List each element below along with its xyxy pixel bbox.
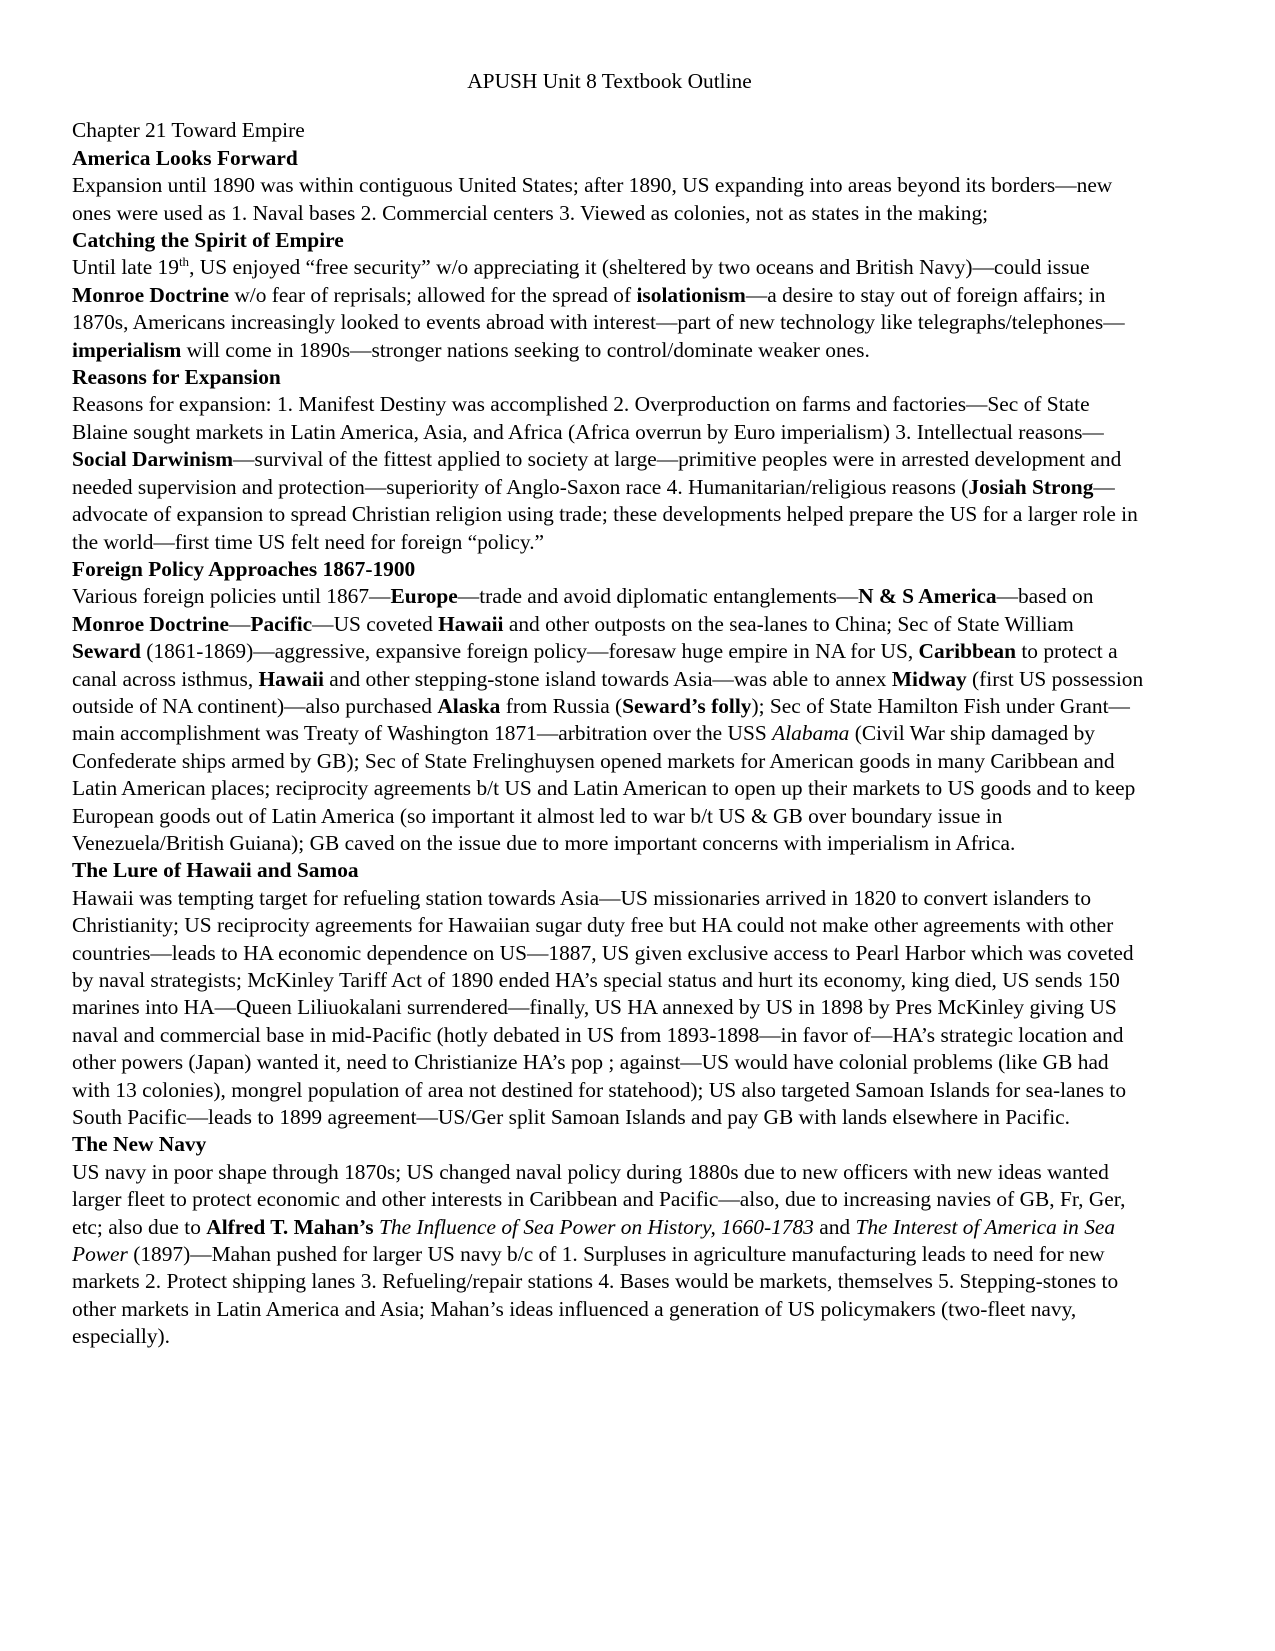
italic-title: The Influence of Sea Power on History, 1660-1783 [378,1214,814,1239]
text-run: Expansion until 1890 was within contiguous United States; after 1890, US expanding into areas beyond its borders—new ones were used as 1. Naval bases 2. Commercial centers 3. Viewed as colonies, not as states in the making; [72,173,1113,225]
bold-term: Social Darwinism [72,447,234,472]
text-run: Hawaii was tempting target for refueling station towards Asia—US missionaries arrived in 1820 to convert islanders to Christianity; US reciprocity agreements for Hawaiian sugar duty free but HA could not make other agreements with other countries—leads to HA economic dependence on US—1887, US given exclusive access to Pearl Harbor which was coveted by naval strategists; McKinley Tariff Act of 1890 ended HA’s special status and hurt its economy, king died, US sends 150 marines into HA—Queen Liliuokalani surrendered—finally, US HA annexed by US in 1898 by Pres McKinley giving US naval and commercial base in mid-Pacific (hotly debated in US from 1893-1898—in favor of—HA’s strategic location and other powers (Japan) wanted it, need to Christianize HA’s pop ; against—US would have colonial problems (like GB had with 13 colonies), mongrel population of area not destined for statehood); US also targeted Samoan Islands for sea-lanes to South Pacific—leads to 1899 agreement—US/Ger split Samoan Islands and pay GB with lands elsewhere in Pacific. [72,885,1134,1130]
text-run: Various foreign policies until 1867— [72,584,391,609]
text-run: (Civil War ship damaged by Confederate ships armed by GB); Sec of State Frelinghuysen opened markets for American goods in many Caribbean and Latin American places; reciprocity agreements b/t US and Latin American to open up their markets to US goods and to keep European goods out of Latin America (so important it almost led to war b/t US & GB over boundary issue in Venezuela/British Guiana); GB caved on the issue due to more important concerns with imperialism in Africa. [72,721,1136,855]
section-heading: The Lure of Hawaii and Samoa [72,858,359,883]
text-run: and other stepping-stone island towards Asia—was able to annex [323,666,892,691]
text-run: will come in 1890s—stronger nations seeking to control/dominate weaker ones. [181,337,870,362]
bold-term: Seward’s folly [622,693,752,718]
superscript: th [178,254,190,270]
text-run: —trade and avoid diplomatic entanglements— [457,584,859,609]
bold-term: Hawaii [258,666,324,691]
section-paragraph [72,583,1147,857]
italic-title: The Interest of America in Sea Power [72,1214,1116,1267]
bold-term: Europe [390,584,458,609]
bold-term: Seward [72,639,141,664]
section-paragraph [72,391,1147,555]
document-page [72,68,1147,1351]
italic-title: Alabama [772,721,850,746]
bold-term: Caribbean [918,639,1016,664]
text-run: —a desire to stay out of foreign affairs; in 1870s, Americans increasingly looked to events abroad with interest—part of new technology like telegraphs/telephones— [72,282,1125,335]
section-paragraph [72,885,1147,1132]
section-heading: Foreign Policy Approaches 1867-1900 [72,556,416,581]
section-heading: Reasons for Expansion [72,365,281,390]
text-run: (first US possession outside of NA continent)—also purchased [72,666,1144,718]
text-run: Reasons for expansion: 1. Manifest Destiny was accomplished 2. Overproduction on farms and factories—Sec of State Blaine sought markets in Latin America, Asia, and Africa (Africa overrun by Euro imperialism) 3. Intellectual reasons— [72,392,1104,444]
bold-term: Monroe Doctrine [72,282,230,307]
bold-term: Midway [891,666,967,691]
text-run: and [813,1214,856,1239]
text-run: from Russia ( [500,693,623,718]
text-run: Until late 19 [72,255,179,280]
bold-term: isolationism [636,282,746,307]
text-run: (1861-1869)—aggressive, expansive foreign policy—foresaw huge empire in NA for US, [140,639,919,664]
text-run: —survival of the fittest applied to society at large—primitive peoples were in arrested development and needed supervision and protection—superiority of Anglo-Saxon race 4. Humanitarian/religious reasons ( [72,447,1122,499]
text-run: —based on [996,584,1094,609]
sections-container [72,145,1147,1351]
text-run: US navy in poor shape through 1870s; US changed naval policy during 1880s due to new officers with new ideas wanted larger fleet to protect economic and other interests in Caribbean and Pacific—also, due to increasing navies of GB, Fr, Ger, etc; also due to [72,1159,1126,1239]
bold-term: Pacific [250,611,313,636]
text-run: and other outposts on the sea-lanes to China; Sec of State William [503,611,1074,636]
chapter-title: Chapter 21 Toward Empire [72,118,305,143]
text-run: w/o fear of reprisals; allowed for the spread of [229,282,637,307]
section-paragraph [72,1159,1147,1351]
bold-term: Alaska [437,693,501,718]
section-heading: Catching the Spirit of Empire [72,228,344,253]
section-paragraph [72,254,1147,364]
text-run: ); Sec of State Hamilton Fish under Grant—main accomplishment was Treaty of Washington 1871—arbitration over the USS [72,693,1130,746]
bold-term: Alfred T. Mahan’s [206,1214,374,1239]
section-paragraph [72,172,1147,227]
text-run: , US enjoyed “free security” w/o appreciating it (sheltered by two oceans and British Navy)—could issue [189,255,1090,280]
bold-term: Hawaii [438,611,504,636]
text-run: —advocate of expansion to spread Christian religion using trade; these developments helped prepare the US for a larger role in the world—first time US felt need for foreign “policy.” [72,474,1138,554]
text-run: — [229,611,251,636]
bold-term: Josiah Strong [968,474,1094,499]
text-run: (1897)—Mahan pushed for larger US navy b/c of 1. Surpluses in agriculture manufacturing leads to need for new markets 2. Protect shipping lanes 3. Refueling/repair stations 4. Bases would be markets, themselves 5. Stepping-stones to other markets in Latin America and Asia; Mahan’s ideas influenced a generation of US policymakers (two-fleet navy, especially). [72,1242,1119,1349]
bold-term: imperialism [72,337,182,362]
document-title: APUSH Unit 8 Textbook Outline [467,69,752,93]
section-heading: America Looks Forward [72,145,298,170]
bold-term: Monroe Doctrine [72,611,230,636]
bold-term: N & S America [858,584,997,609]
text-run: to protect a canal across isthmus, [72,639,1118,691]
text-run: —US coveted [312,611,439,636]
section-heading: The New Navy [72,1132,207,1157]
